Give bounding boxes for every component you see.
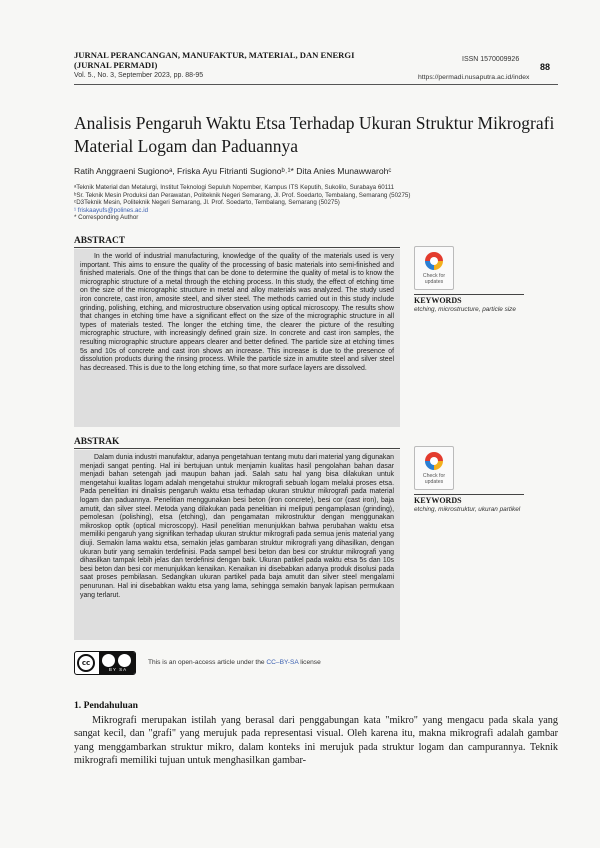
crossmark-icon: [425, 252, 443, 270]
crossmark-icon: [425, 452, 443, 470]
page-number: 88: [540, 62, 551, 72]
abstrak-box: [74, 450, 400, 640]
sa-icon: [118, 654, 131, 667]
license-text: This is an open-access article under the CC–BY-SA license: [148, 659, 321, 666]
keywords-rule: [414, 294, 524, 295]
cc-logo-label: BY SA: [108, 667, 128, 672]
header-divider: [74, 84, 558, 85]
affiliation-b: ᵇSr. Teknik Mesin Produksi dan Perawatan, Politeknik Negeri Semarang, Jl. Prof. Soedarto, Tembalang, Semarang (50275): [74, 191, 411, 199]
keywords-text: etching, microstructure, particle size: [414, 306, 516, 313]
journal-url-link[interactable]: https://permadi.nusaputra.ac.id/index: [418, 74, 530, 81]
keywords-heading: KEYWORDS: [414, 296, 462, 305]
abstrak-heading: ABSTRAK: [74, 437, 120, 447]
author-email-link[interactable]: ¹ friskaayufs@polines.ac.id: [74, 206, 149, 214]
badge-label: Check for updates: [422, 473, 446, 485]
affiliation-c: ᶜD3Teknik Mesin, Politeknik Negeri Semarang, Jl. Prof. Soedarto, Tembalang, Semarang (50275): [74, 199, 340, 207]
abstract-text: In the world of industrial manufacturing, knowledge of the quality of the materials used is very important. This aims to ensure the quality of the processing of basic materials into semi-finished and finished materials. One of the things that can be done to determine the quality of metal is to know the micrographic structure of a metal through the etching process. In this study, the effect of etching time on the size of the micrographic structure in metal and alloy materials was analyzed. The study used iron concrete, cast iron, amosite steel, and silver steel. The methods carried out in this study include grinding, polishing, etching, and microstructure observation using optical microscopy. The results show that changes in etching time have a significant effect on the size of the micrographic structure in all types of materials tested. The longer the etching time, the clearer the picture of the resulting micrographic structure, with increasingly defined grain size. In concrete and cast iron samples, the resulting micrographic structure appears clearer and better defined. The particle size at etching times 5s and 10s of concrete and cast iron shows an increase. This increase is due to the presence of dissolution products during the rinsing process. While the particle size in amutite steel and silver steel has decreased. This is due to the long etching time, so that more surface layers are dissolved.: [80, 253, 394, 372]
cc-icon: cc: [77, 654, 95, 672]
abstract-heading: ABSTRACT: [74, 236, 126, 246]
badge-label: Check for updates: [422, 273, 446, 285]
introduction-paragraph: Mikrografi merupakan istilah yang berasal dari penggabungan kata "mikro" yang mengacu pada skala yang sangat kecil, dan "grafi" yang merujuk pada representasi visual. Oleh karena itu, makna mikrografi adalah gambar yang menggambarkan struktur mikro, dalam konteks ini merujuk pada struktur logam dan campurannya. Teknik mikrografi memiliki tujuan untuk menghasilkan gambar-: [74, 715, 558, 767]
affiliation-a: ᵃTeknik Material dan Metalurgi, Institut Teknologi Sepuluh Nopember, Kampus ITS Keputih, Sukolilo, Surabaya 60111: [74, 184, 395, 191]
by-icon: [102, 654, 115, 667]
cc-by-sa-logo[interactable]: [74, 651, 136, 675]
license-link[interactable]: CC–BY-SA: [266, 659, 299, 666]
corresponding-note: * Corresponding Author: [74, 214, 139, 222]
abstract-rule: [74, 247, 400, 248]
keywords-rule-2: [414, 494, 524, 495]
abstrak-text: Dalam dunia industri manufaktur, adanya pengetahuan tentang mutu dari material yang digunakan menjadi sangat penting. Hal ini bertujuan untuk menjamin kualitas hasil pengolahan bahan dasar menjadi bahan setengah jadi maupun bahan jadi. Salah satu hal yang bisa dilakukan untuk mengetahui kualitas logam adalah mengetahui struktur mikrografi sebuah logam melalui proses etsa. Pada penelitian ini dinalisis pengaruh waktu etsa terhadap ukuran struktur mikrografi pada material logam dan paduannya. Penelitian menggunakan besi beton (iron concrete), besi cor (cast iron), baja amutit, dan silver steel. Metoda yang dilakukan pada penelitian ini meliputi pengamplasan (grinding), pemolesan (polishing), etsa (etching), dan pengamatan mikrostruktur dengan menggunakan mikroskop optik (optical microscopy). Hasil penelitian menunjukkan bahwa perubahan waktu etsa memiliki pengaruh yang signifikan terhadap ukuran struktur mikrografi pada semua jenis material yang diuji. Semakin lama waktu etsa, semakin jelas gambaran struktur mikrografi yang dihasilkan, dengan ukuran butir yang semakin terdefinisi. Pada sampel besi beton dan besi cor struktur mikrografi yang dihasilkan tampak lebih jelas dan terdefinisi dengan baik. Ukuran patikel pada waktu etsa 5s dan 10s besi beton dan besi cor menunjukkan kenaikan. Kenaikan ini disebabkan adanya produk disolusi pada saat proses pembilasan. Sedangkan ukuran partikel pada baja amutit dan silver steel mengalami penurunan. Hal ini disebabkan waktu etsa yang lama, sehingga semakin banyak lapisan permukaan yang terlarut.: [80, 454, 394, 599]
keywords-text-2: etching, mikrostruktur, ukuran partikel: [414, 506, 521, 513]
volume-info: Vol. 5., No. 3, September 2023, pp. 88-95: [74, 72, 204, 79]
section-heading-introduction: 1. Pendahuluan: [74, 700, 138, 711]
abstract-box: [74, 249, 400, 427]
journal-name: JURNAL PERANCANGAN, MANUFAKTUR, MATERIAL, DAN ENERGI (JURNAL PERMADI): [74, 50, 355, 70]
affiliations: [74, 184, 554, 222]
abstrak-rule: [74, 448, 400, 449]
issn: ISSN 1570009926: [462, 56, 520, 63]
check-for-updates-badge[interactable]: [414, 246, 454, 290]
author-list: Ratih Anggraeni Sugionoᵃ, Friska Ayu Fitrianti Sugionoᵇ˒¹* Dita Anies Munawwarohᶜ: [74, 166, 392, 176]
keywords-heading-2: KEYWORDS: [414, 496, 462, 505]
paper-title: Analisis Pengaruh Waktu Etsa Terhadap Ukuran Struktur Mikrografi Material Logam dan Paduannya: [74, 113, 555, 156]
check-for-updates-badge-2[interactable]: [414, 446, 454, 490]
introduction-text: [74, 714, 558, 768]
